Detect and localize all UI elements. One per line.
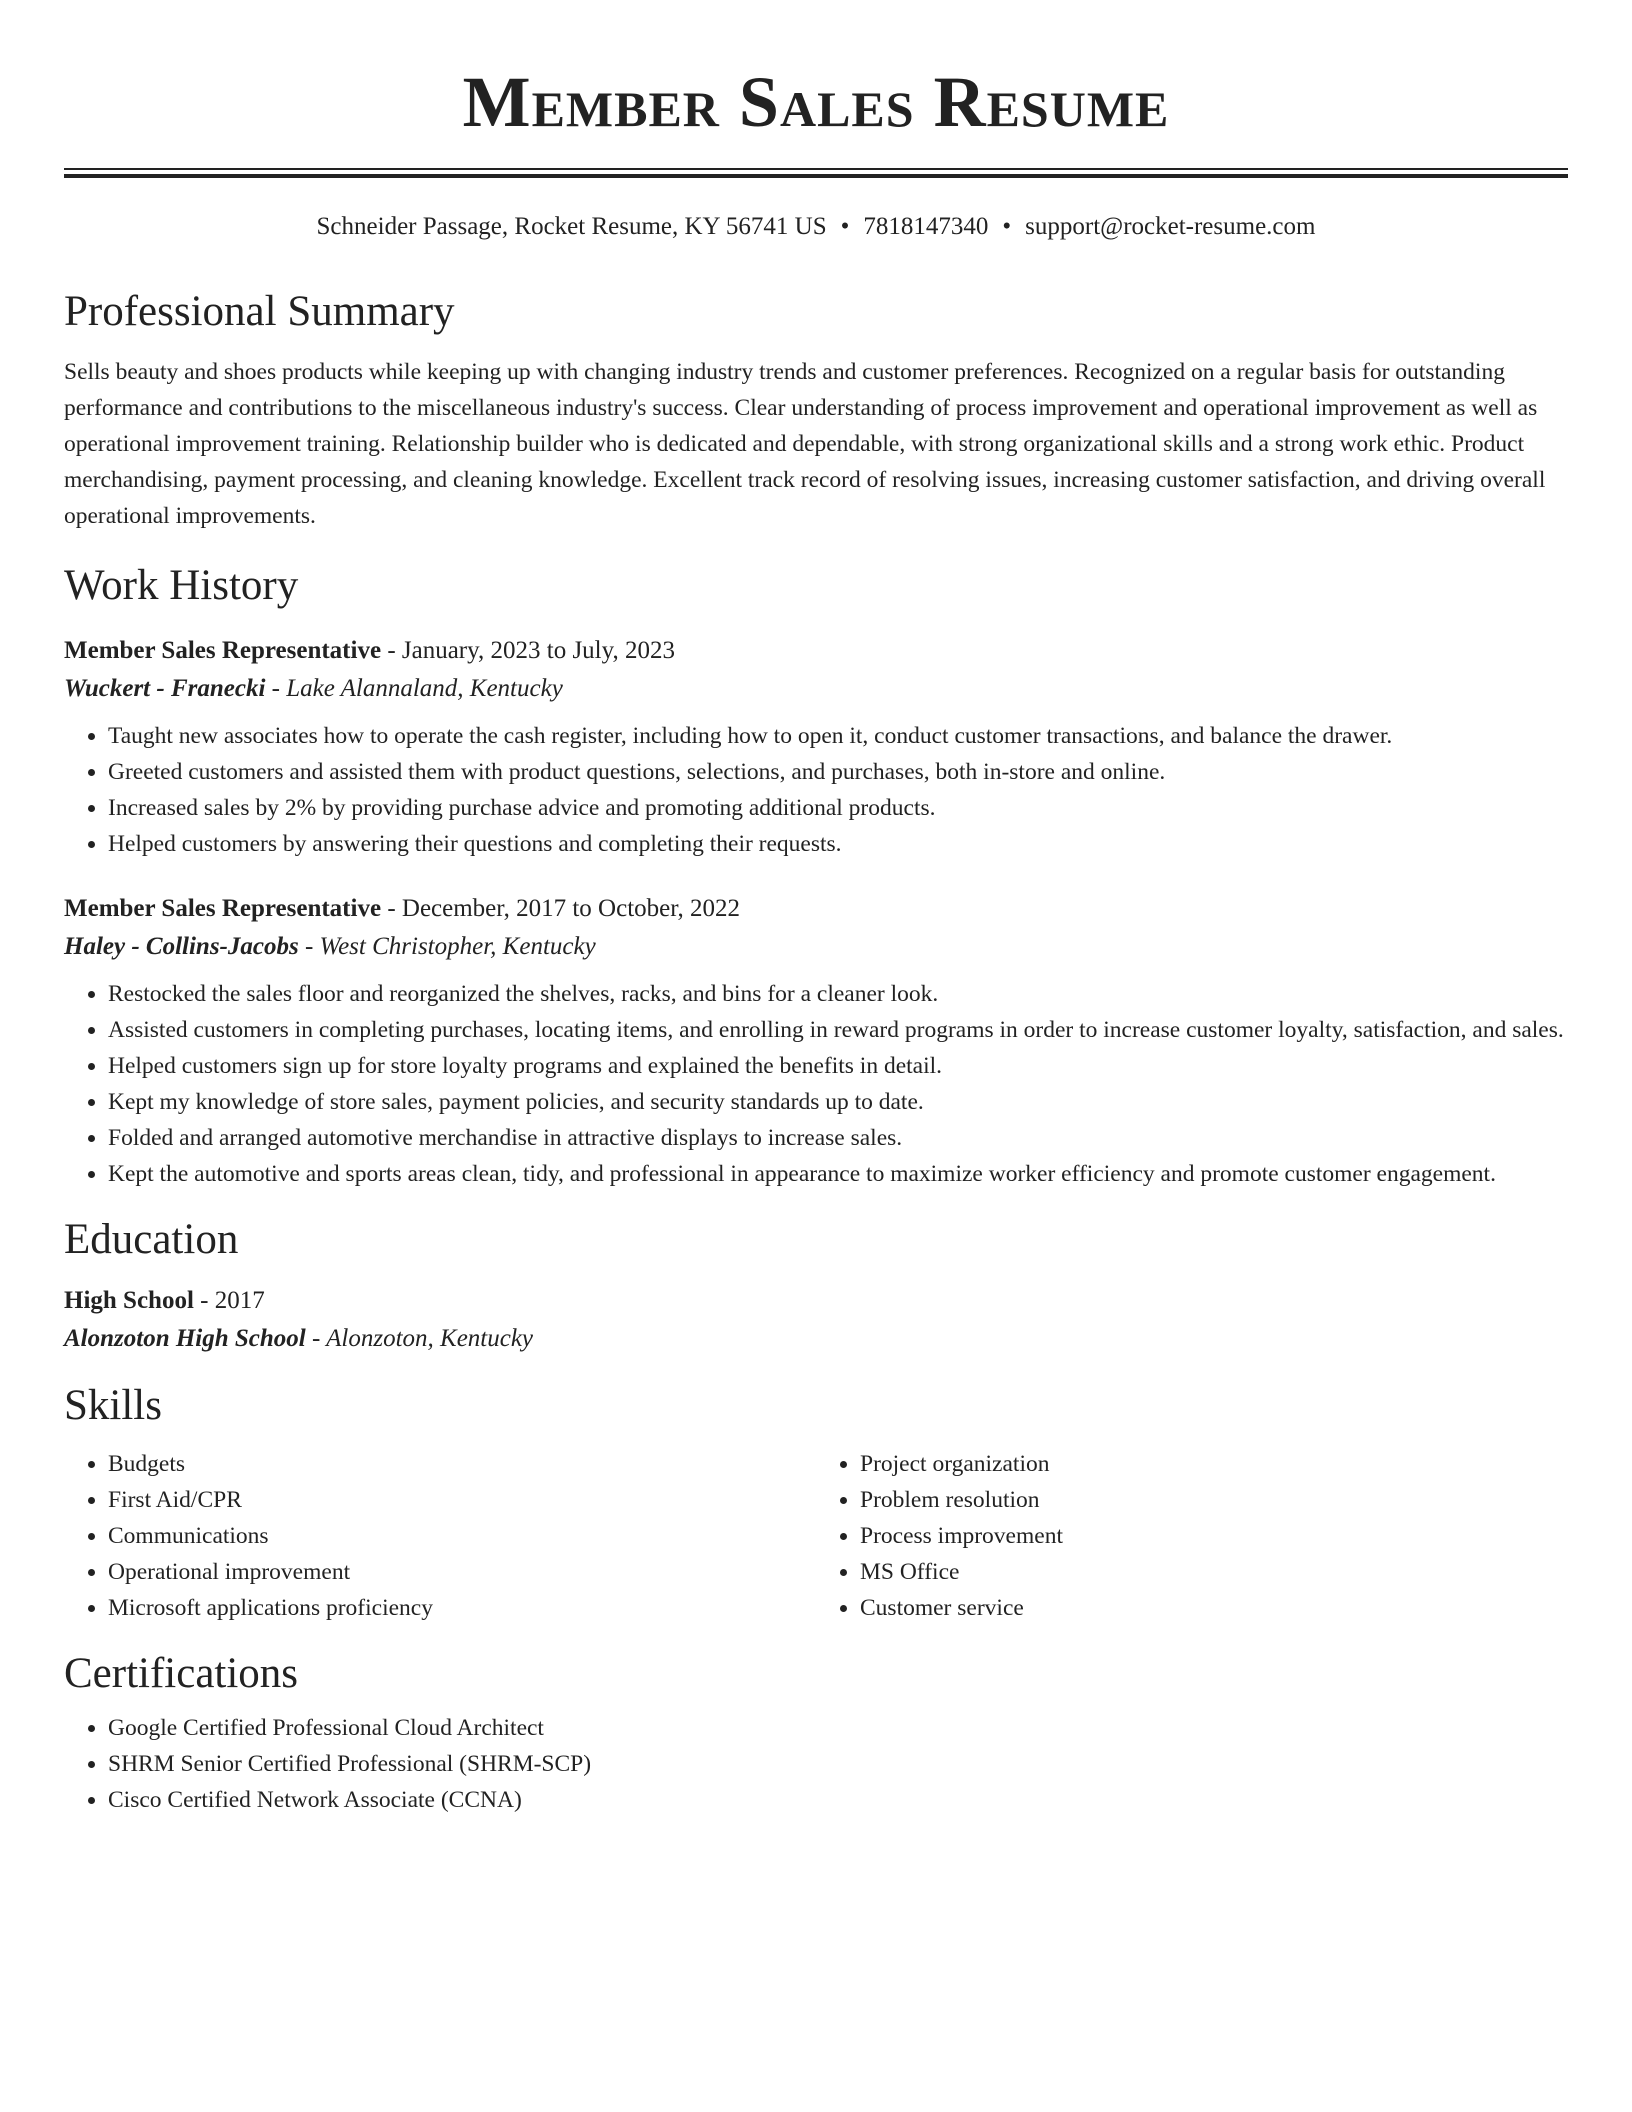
job-employer-line: [64, 928, 1568, 966]
certification-item: • Google Certified Professional Cloud Architect: [108, 1710, 1568, 1746]
title-divider: [64, 168, 1568, 178]
job-entry: [64, 890, 1568, 1192]
job-bullet: • Helped customers sign up for store loyalty programs and explained the benefits in detail.: [108, 1048, 1568, 1084]
job-bullet: • Helped customers by answering their questions and completing their requests.: [108, 826, 1568, 862]
resume-title: Member Sales Resume: [462, 62, 1170, 142]
skill-item: • MS Office: [860, 1554, 1568, 1590]
job-bullets: [64, 976, 1568, 1192]
job-dates: - December, 2017 to October, 2022: [381, 895, 741, 922]
job-employer-line: [64, 670, 1568, 708]
job-employer: Wuckert - Franecki: [64, 675, 266, 702]
job-entry: [64, 632, 1568, 862]
education-location: - Alonzoton, Kentucky: [305, 1325, 534, 1352]
education-entry: [64, 1282, 1568, 1358]
contact-email: support@rocket-resume.com: [1025, 213, 1316, 240]
education-degree-line: [64, 1282, 1568, 1320]
contact-separator: •: [1002, 213, 1012, 240]
skills-column-right: [816, 1446, 1568, 1626]
skill-item: • First Aid/CPR: [108, 1482, 816, 1518]
job-bullet: • Kept my knowledge of store sales, payment policies, and security standards up to date.: [108, 1084, 1568, 1120]
skill-item: • Budgets: [108, 1446, 816, 1482]
skill-item: • Customer service: [860, 1590, 1568, 1626]
skills-column-left: [64, 1446, 816, 1626]
job-bullet: • Increased sales by 2% by providing purchase advice and promoting additional products.: [108, 790, 1568, 826]
job-title-line: [64, 890, 1568, 928]
job-bullets: [64, 718, 1568, 862]
job-bullet: • Restocked the sales floor and reorganized the shelves, racks, and bins for a cleaner look.: [108, 976, 1568, 1012]
education-school: Alonzoton High School: [64, 1325, 306, 1352]
education-school-line: [64, 1320, 1568, 1358]
job-dates: - January, 2023 to July, 2023: [381, 637, 676, 664]
education-year: - 2017: [193, 1287, 265, 1314]
job-bullet: • Greeted customers and assisted them with product questions, selections, and purchases, both in-store and online.: [108, 754, 1568, 790]
contact-line: [64, 212, 1568, 242]
education-heading: Education: [64, 1216, 239, 1263]
certification-item: • SHRM Senior Certified Professional (SHRM-SCP): [108, 1746, 1568, 1782]
skill-item: • Problem resolution: [860, 1482, 1568, 1518]
summary-text: Sells beauty and shoes products while keeping up with changing industry trends and customer preferences. Recognized on a regular basis for outstanding performance and contributions to the miscellaneous industry's success. Clear understanding of process improvement and operational improvement as well as operational improvement training. Relationship builder who is dedicated and dependable, with strong organizational skills and a strong work ethic. Product merchandising, payment processing, and cleaning knowledge. Excellent track record of resolving issues, increasing customer satisfaction, and driving overall operational improvements.: [64, 359, 1546, 529]
work-history-heading: Work History: [64, 562, 299, 609]
education-degree: High School: [64, 1287, 194, 1314]
skills-heading: Skills: [64, 1382, 162, 1429]
skill-item: • Process improvement: [860, 1518, 1568, 1554]
job-employer: Haley - Collins-Jacobs: [64, 933, 299, 960]
summary-heading: Professional Summary: [64, 288, 455, 335]
job-bullet: • Kept the automotive and sports areas clean, tidy, and professional in appearance to maximize worker efficiency and promote customer engagement.: [108, 1156, 1568, 1192]
job-title: Member Sales Representative: [64, 895, 382, 922]
certifications-list: [64, 1710, 1568, 1818]
job-title-line: [64, 632, 1568, 670]
skill-item: • Project organization: [860, 1446, 1568, 1482]
job-bullet: • Taught new associates how to operate the cash register, including how to open it, conduct customer transactions, and balance the drawer.: [108, 718, 1568, 754]
contact-separator: •: [840, 213, 850, 240]
skill-item: • Microsoft applications proficiency: [108, 1590, 816, 1626]
job-location: - Lake Alannaland, Kentucky: [265, 675, 563, 702]
job-location: - West Christopher, Kentucky: [298, 933, 596, 960]
certification-item: • Cisco Certified Network Associate (CCNA): [108, 1782, 1568, 1818]
job-title: Member Sales Representative: [64, 637, 382, 664]
skill-item: • Communications: [108, 1518, 816, 1554]
skills-grid: [64, 1446, 1568, 1626]
contact-address: Schneider Passage, Rocket Resume, KY 56741 US: [316, 213, 827, 240]
certifications-heading: Certifications: [64, 1650, 299, 1697]
contact-phone: 7818147340: [863, 213, 989, 240]
skill-item: • Operational improvement: [108, 1554, 816, 1590]
job-bullet: • Assisted customers in completing purchases, locating items, and enrolling in reward programs in order to increase customer loyalty, satisfaction, and sales.: [108, 1012, 1568, 1048]
job-bullet: • Folded and arranged automotive merchandise in attractive displays to increase sales.: [108, 1120, 1568, 1156]
